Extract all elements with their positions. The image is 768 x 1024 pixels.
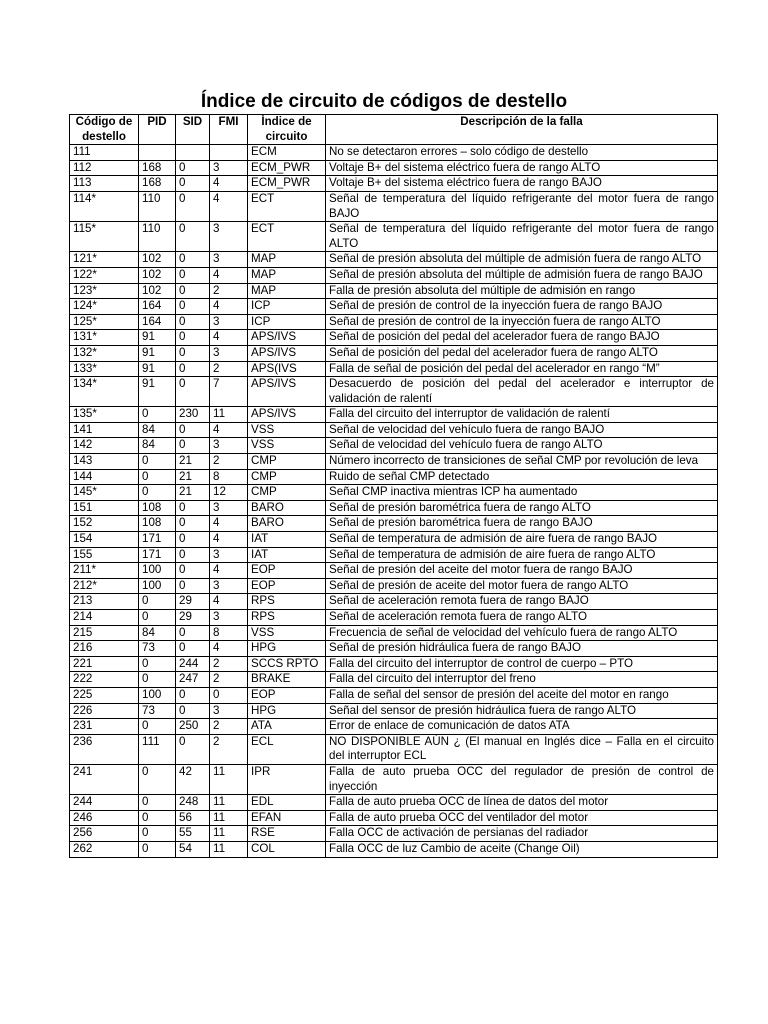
table-row xyxy=(70,641,718,657)
cell-circuit: EOP xyxy=(248,563,326,579)
cell-code: 115* xyxy=(70,222,139,252)
cell-circuit: IPR xyxy=(248,764,326,794)
table-row xyxy=(70,438,718,454)
header-code: Código de destello xyxy=(70,115,139,145)
table-body xyxy=(70,145,718,857)
cell-code: 225 xyxy=(70,687,139,703)
cell-sid: 0 xyxy=(176,563,210,579)
cell-circuit: HPG xyxy=(248,641,326,657)
cell-description: Señal de posición del pedal del acelerador fuera de rango ALTO xyxy=(326,345,718,361)
table-row xyxy=(70,719,718,735)
cell-fmi: 8 xyxy=(210,469,248,485)
cell-code: 131* xyxy=(70,330,139,346)
cell-pid: 111 xyxy=(139,734,176,764)
cell-fmi: 3 xyxy=(210,578,248,594)
cell-pid xyxy=(139,145,176,161)
cell-sid: 0 xyxy=(176,345,210,361)
table-row xyxy=(70,407,718,423)
cell-pid: 100 xyxy=(139,578,176,594)
cell-pid: 73 xyxy=(139,641,176,657)
cell-pid: 0 xyxy=(139,594,176,610)
cell-pid: 0 xyxy=(139,826,176,842)
cell-fmi: 11 xyxy=(210,764,248,794)
cell-circuit: EOP xyxy=(248,578,326,594)
cell-sid: 21 xyxy=(176,485,210,501)
cell-circuit: RPS xyxy=(248,594,326,610)
cell-sid: 0 xyxy=(176,532,210,548)
cell-circuit: CMP xyxy=(248,469,326,485)
cell-code: 133* xyxy=(70,361,139,377)
cell-sid: 0 xyxy=(176,330,210,346)
cell-sid: 29 xyxy=(176,610,210,626)
cell-code: 112 xyxy=(70,160,139,176)
cell-fmi: 2 xyxy=(210,656,248,672)
cell-circuit: ECM xyxy=(248,145,326,161)
cell-circuit: ATA xyxy=(248,719,326,735)
cell-pid: 0 xyxy=(139,764,176,794)
cell-sid: 0 xyxy=(176,641,210,657)
cell-fmi: 7 xyxy=(210,377,248,407)
cell-fmi xyxy=(210,145,248,161)
cell-fmi: 2 xyxy=(210,719,248,735)
cell-pid: 0 xyxy=(139,469,176,485)
cell-description: Falla de presión absoluta del múltiple de admisión en rango xyxy=(326,283,718,299)
cell-sid: 248 xyxy=(176,795,210,811)
cell-fmi: 3 xyxy=(210,547,248,563)
cell-sid: 0 xyxy=(176,299,210,315)
table-row xyxy=(70,594,718,610)
cell-fmi: 4 xyxy=(210,422,248,438)
cell-code: 221 xyxy=(70,656,139,672)
cell-pid: 91 xyxy=(139,345,176,361)
table-row xyxy=(70,610,718,626)
cell-pid: 110 xyxy=(139,191,176,221)
cell-description: Voltaje B+ del sistema eléctrico fuera de rango BAJO xyxy=(326,176,718,192)
cell-description: Falla de señal de posición del pedal del acelerador en rango “M” xyxy=(326,361,718,377)
cell-fmi: 3 xyxy=(210,222,248,252)
cell-pid: 168 xyxy=(139,176,176,192)
cell-sid: 0 xyxy=(176,267,210,283)
page-title: Índice de circuito de códigos de destello xyxy=(200,91,568,112)
cell-fmi: 2 xyxy=(210,672,248,688)
cell-sid: 0 xyxy=(176,222,210,252)
cell-fmi: 8 xyxy=(210,625,248,641)
cell-circuit: VSS xyxy=(248,438,326,454)
cell-circuit: APS/IVS xyxy=(248,330,326,346)
table-row xyxy=(70,532,718,548)
cell-fmi: 11 xyxy=(210,810,248,826)
cell-pid: 91 xyxy=(139,330,176,346)
cell-description: Señal de presión absoluta del múltiple de admisión fuera de rango ALTO xyxy=(326,252,718,268)
cell-fmi: 12 xyxy=(210,485,248,501)
cell-description: Frecuencia de señal de velocidad del vehículo fuera de rango ALTO xyxy=(326,625,718,641)
cell-sid: 0 xyxy=(176,703,210,719)
cell-code: 114* xyxy=(70,191,139,221)
cell-code: 132* xyxy=(70,345,139,361)
cell-fmi: 3 xyxy=(210,610,248,626)
cell-sid xyxy=(176,145,210,161)
cell-sid: 0 xyxy=(176,191,210,221)
cell-fmi: 2 xyxy=(210,361,248,377)
table-row xyxy=(70,160,718,176)
cell-description: Señal de presión de control de la inyección fuera de rango BAJO xyxy=(326,299,718,315)
cell-fmi: 4 xyxy=(210,267,248,283)
table-row xyxy=(70,764,718,794)
cell-description: Error de enlace de comunicación de datos ATA xyxy=(326,719,718,735)
cell-fmi: 4 xyxy=(210,641,248,657)
table-row xyxy=(70,672,718,688)
cell-fmi: 4 xyxy=(210,516,248,532)
cell-fmi: 3 xyxy=(210,438,248,454)
cell-fmi: 11 xyxy=(210,841,248,857)
table-row xyxy=(70,345,718,361)
cell-pid: 100 xyxy=(139,687,176,703)
cell-description: Falla de auto prueba OCC del ventilador del motor xyxy=(326,810,718,826)
cell-pid: 102 xyxy=(139,267,176,283)
cell-pid: 108 xyxy=(139,500,176,516)
cell-circuit: VSS xyxy=(248,625,326,641)
cell-sid: 0 xyxy=(176,176,210,192)
cell-fmi: 4 xyxy=(210,594,248,610)
cell-circuit: RSE xyxy=(248,826,326,842)
cell-sid: 0 xyxy=(176,516,210,532)
cell-sid: 0 xyxy=(176,578,210,594)
table-row xyxy=(70,500,718,516)
cell-circuit: MAP xyxy=(248,267,326,283)
cell-code: 222 xyxy=(70,672,139,688)
cell-circuit: ECL xyxy=(248,734,326,764)
cell-fmi: 3 xyxy=(210,160,248,176)
cell-description: Falla de auto prueba OCC del regulador de presión de control de inyección xyxy=(326,764,718,794)
cell-circuit: BARO xyxy=(248,500,326,516)
cell-fmi: 4 xyxy=(210,330,248,346)
header-circuit: Índice de circuito xyxy=(248,115,326,145)
cell-pid: 0 xyxy=(139,454,176,470)
table-row xyxy=(70,314,718,330)
cell-code: 241 xyxy=(70,764,139,794)
cell-code: 123* xyxy=(70,283,139,299)
cell-circuit: ECM_PWR xyxy=(248,160,326,176)
cell-circuit: EDL xyxy=(248,795,326,811)
cell-description: Señal de posición del pedal del acelerador fuera de rango BAJO xyxy=(326,330,718,346)
cell-description: Señal de presión barométrica fuera de rango ALTO xyxy=(326,500,718,516)
cell-sid: 0 xyxy=(176,547,210,563)
cell-code: 244 xyxy=(70,795,139,811)
cell-fmi: 3 xyxy=(210,314,248,330)
cell-pid: 84 xyxy=(139,438,176,454)
cell-circuit: SCCS RPTO xyxy=(248,656,326,672)
cell-sid: 55 xyxy=(176,826,210,842)
cell-code: 142 xyxy=(70,438,139,454)
table-row xyxy=(70,625,718,641)
cell-pid: 102 xyxy=(139,252,176,268)
table-row xyxy=(70,578,718,594)
cell-code: 141 xyxy=(70,422,139,438)
cell-description: Señal del sensor de presión hidráulica fuera de rango ALTO xyxy=(326,703,718,719)
cell-sid: 0 xyxy=(176,361,210,377)
cell-code: 151 xyxy=(70,500,139,516)
cell-description: Señal de velocidad del vehículo fuera de rango BAJO xyxy=(326,422,718,438)
table-row xyxy=(70,299,718,315)
cell-pid: 84 xyxy=(139,422,176,438)
cell-code: 214 xyxy=(70,610,139,626)
cell-description: Señal CMP inactiva mientras ICP ha aumentado xyxy=(326,485,718,501)
table-row xyxy=(70,703,718,719)
table-row xyxy=(70,795,718,811)
cell-pid: 164 xyxy=(139,299,176,315)
cell-circuit: CMP xyxy=(248,485,326,501)
cell-description: Falla de señal del sensor de presión del aceite del motor en rango xyxy=(326,687,718,703)
table-row xyxy=(70,377,718,407)
cell-circuit: BRAKE xyxy=(248,672,326,688)
cell-circuit: ECM_PWR xyxy=(248,176,326,192)
cell-sid: 0 xyxy=(176,252,210,268)
cell-sid: 21 xyxy=(176,469,210,485)
cell-description: No se detectaron errores – solo código de destello xyxy=(326,145,718,161)
cell-pid: 171 xyxy=(139,532,176,548)
table-row xyxy=(70,145,718,161)
cell-circuit: COL xyxy=(248,841,326,857)
cell-code: 143 xyxy=(70,454,139,470)
cell-pid: 110 xyxy=(139,222,176,252)
cell-description: Falla OCC de activación de persianas del radiador xyxy=(326,826,718,842)
table-row xyxy=(70,252,718,268)
cell-fmi: 3 xyxy=(210,500,248,516)
header-description: Descripción de la falla xyxy=(326,115,718,145)
cell-fmi: 11 xyxy=(210,826,248,842)
cell-code: 152 xyxy=(70,516,139,532)
cell-sid: 250 xyxy=(176,719,210,735)
cell-description: Señal de aceleración remota fuera de rango BAJO xyxy=(326,594,718,610)
table-row xyxy=(70,422,718,438)
cell-circuit: APS/IVS xyxy=(248,377,326,407)
cell-circuit: APS/IVS xyxy=(248,407,326,423)
cell-sid: 56 xyxy=(176,810,210,826)
cell-description: Señal de velocidad del vehículo fuera de rango ALTO xyxy=(326,438,718,454)
cell-sid: 0 xyxy=(176,687,210,703)
table-row xyxy=(70,283,718,299)
cell-fmi: 4 xyxy=(210,176,248,192)
cell-pid: 108 xyxy=(139,516,176,532)
cell-circuit: APS/IVS xyxy=(248,345,326,361)
cell-pid: 0 xyxy=(139,810,176,826)
cell-description: Falla del circuito del interruptor de control de cuerpo – PTO xyxy=(326,656,718,672)
cell-description: Número incorrecto de transiciones de señal CMP por revolución de leva xyxy=(326,454,718,470)
cell-sid: 54 xyxy=(176,841,210,857)
cell-description: Señal de aceleración remota fuera de rango ALTO xyxy=(326,610,718,626)
cell-sid: 0 xyxy=(176,314,210,330)
table-row xyxy=(70,516,718,532)
cell-description: Señal de presión barométrica fuera de rango BAJO xyxy=(326,516,718,532)
table-row xyxy=(70,485,718,501)
table-row xyxy=(70,176,718,192)
cell-fmi: 2 xyxy=(210,283,248,299)
cell-pid: 0 xyxy=(139,656,176,672)
cell-fmi: 3 xyxy=(210,345,248,361)
cell-fmi: 3 xyxy=(210,703,248,719)
table-row xyxy=(70,361,718,377)
cell-code: 121* xyxy=(70,252,139,268)
table-header-row xyxy=(70,115,718,145)
cell-sid: 0 xyxy=(176,283,210,299)
cell-description: Señal de presión de control de la inyección fuera de rango ALTO xyxy=(326,314,718,330)
cell-code: 134* xyxy=(70,377,139,407)
cell-description: Señal de temperatura del líquido refrigerante del motor fuera de rango BAJO xyxy=(326,191,718,221)
table-row xyxy=(70,810,718,826)
cell-fmi: 3 xyxy=(210,252,248,268)
header-fmi: FMI xyxy=(210,115,248,145)
cell-description: Falla OCC de luz Cambio de aceite (Change Oil) xyxy=(326,841,718,857)
cell-circuit: CMP xyxy=(248,454,326,470)
cell-fmi: 2 xyxy=(210,454,248,470)
cell-description: NO DISPONIBLE AÚN ¿ (El manual en Inglés dice – Falla en el circuito del interruptor ECL xyxy=(326,734,718,764)
cell-code: 236 xyxy=(70,734,139,764)
cell-sid: 0 xyxy=(176,625,210,641)
cell-pid: 0 xyxy=(139,795,176,811)
cell-description: Voltaje B+ del sistema eléctrico fuera de rango ALTO xyxy=(326,160,718,176)
cell-code: 212* xyxy=(70,578,139,594)
table-row xyxy=(70,826,718,842)
cell-fmi: 4 xyxy=(210,299,248,315)
cell-circuit: BARO xyxy=(248,516,326,532)
cell-sid: 0 xyxy=(176,734,210,764)
cell-code: 113 xyxy=(70,176,139,192)
cell-description: Señal de presión hidráulica fuera de rango BAJO xyxy=(326,641,718,657)
cell-description: Falla del circuito del interruptor del freno xyxy=(326,672,718,688)
cell-circuit: MAP xyxy=(248,252,326,268)
cell-sid: 0 xyxy=(176,422,210,438)
cell-description: Señal de presión del aceite del motor fuera de rango BAJO xyxy=(326,563,718,579)
table-row xyxy=(70,191,718,221)
cell-circuit: IAT xyxy=(248,532,326,548)
cell-fmi: 11 xyxy=(210,407,248,423)
table-row xyxy=(70,469,718,485)
cell-code: 256 xyxy=(70,826,139,842)
cell-circuit: IAT xyxy=(248,547,326,563)
cell-code: 154 xyxy=(70,532,139,548)
table-row xyxy=(70,656,718,672)
cell-sid: 0 xyxy=(176,500,210,516)
cell-sid: 29 xyxy=(176,594,210,610)
cell-description: Falla de auto prueba OCC de línea de datos del motor xyxy=(326,795,718,811)
table-row xyxy=(70,330,718,346)
cell-circuit: ICP xyxy=(248,314,326,330)
header-pid: PID xyxy=(139,115,176,145)
table-row xyxy=(70,222,718,252)
cell-description: Falla del circuito del interruptor de validación de ralentí xyxy=(326,407,718,423)
table-row xyxy=(70,563,718,579)
cell-description: Señal de temperatura de admisión de aire fuera de rango BAJO xyxy=(326,532,718,548)
cell-pid: 73 xyxy=(139,703,176,719)
cell-code: 246 xyxy=(70,810,139,826)
cell-circuit: APS(IVS xyxy=(248,361,326,377)
cell-sid: 0 xyxy=(176,438,210,454)
table-row xyxy=(70,267,718,283)
cell-circuit: VSS xyxy=(248,422,326,438)
cell-pid: 164 xyxy=(139,314,176,330)
cell-code: 216 xyxy=(70,641,139,657)
cell-fmi: 4 xyxy=(210,191,248,221)
cell-fmi: 4 xyxy=(210,563,248,579)
cell-description: Señal de presión absoluta del múltiple de admisión fuera de rango BAJO xyxy=(326,267,718,283)
cell-code: 111 xyxy=(70,145,139,161)
table-row xyxy=(70,841,718,857)
cell-code: 226 xyxy=(70,703,139,719)
cell-sid: 21 xyxy=(176,454,210,470)
cell-code: 122* xyxy=(70,267,139,283)
cell-code: 144 xyxy=(70,469,139,485)
cell-pid: 100 xyxy=(139,563,176,579)
cell-code: 262 xyxy=(70,841,139,857)
flash-code-table xyxy=(69,114,718,858)
cell-fmi: 0 xyxy=(210,687,248,703)
cell-pid: 171 xyxy=(139,547,176,563)
cell-pid: 0 xyxy=(139,610,176,626)
cell-fmi: 2 xyxy=(210,734,248,764)
cell-circuit: HPG xyxy=(248,703,326,719)
cell-pid: 0 xyxy=(139,841,176,857)
cell-description: Señal de presión de aceite del motor fuera de rango ALTO xyxy=(326,578,718,594)
cell-circuit: RPS xyxy=(248,610,326,626)
table-row xyxy=(70,687,718,703)
cell-sid: 244 xyxy=(176,656,210,672)
cell-code: 145* xyxy=(70,485,139,501)
cell-circuit: EFAN xyxy=(248,810,326,826)
cell-pid: 91 xyxy=(139,377,176,407)
cell-pid: 84 xyxy=(139,625,176,641)
cell-description: Ruido de señal CMP detectado xyxy=(326,469,718,485)
cell-code: 215 xyxy=(70,625,139,641)
cell-description: Desacuerdo de posición del pedal del acelerador e interruptor de validación de ralentí xyxy=(326,377,718,407)
cell-fmi: 11 xyxy=(210,795,248,811)
cell-sid: 230 xyxy=(176,407,210,423)
table-row xyxy=(70,734,718,764)
cell-pid: 0 xyxy=(139,485,176,501)
cell-pid: 0 xyxy=(139,672,176,688)
cell-circuit: ECT xyxy=(248,191,326,221)
cell-pid: 168 xyxy=(139,160,176,176)
table-row xyxy=(70,454,718,470)
cell-code: 124* xyxy=(70,299,139,315)
cell-sid: 247 xyxy=(176,672,210,688)
cell-code: 231 xyxy=(70,719,139,735)
cell-pid: 0 xyxy=(139,719,176,735)
cell-code: 213 xyxy=(70,594,139,610)
cell-code: 135* xyxy=(70,407,139,423)
cell-pid: 102 xyxy=(139,283,176,299)
cell-description: Señal de temperatura de admisión de aire fuera de rango ALTO xyxy=(326,547,718,563)
cell-code: 125* xyxy=(70,314,139,330)
cell-sid: 0 xyxy=(176,377,210,407)
cell-circuit: MAP xyxy=(248,283,326,299)
cell-sid: 42 xyxy=(176,764,210,794)
cell-sid: 0 xyxy=(176,160,210,176)
cell-description: Señal de temperatura del líquido refrigerante del motor fuera de rango ALTO xyxy=(326,222,718,252)
cell-code: 155 xyxy=(70,547,139,563)
cell-circuit: ICP xyxy=(248,299,326,315)
table-row xyxy=(70,547,718,563)
cell-code: 211* xyxy=(70,563,139,579)
cell-fmi: 4 xyxy=(210,532,248,548)
header-sid: SID xyxy=(176,115,210,145)
cell-pid: 91 xyxy=(139,361,176,377)
cell-circuit: ECT xyxy=(248,222,326,252)
cell-circuit: EOP xyxy=(248,687,326,703)
cell-pid: 0 xyxy=(139,407,176,423)
